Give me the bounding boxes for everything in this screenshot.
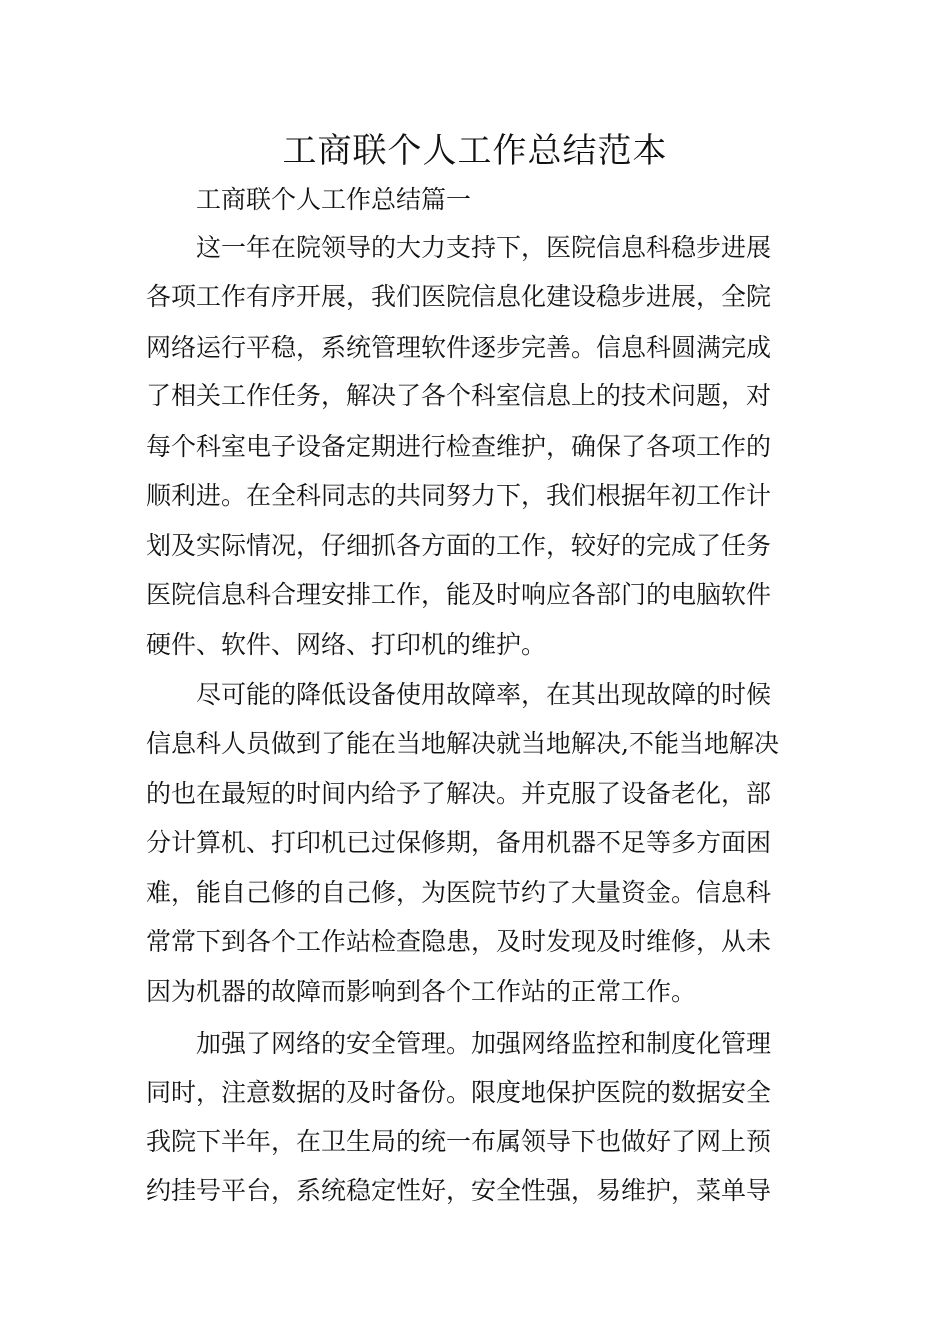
paragraph-line: 每个科室电子设备定期进行检查维护，确保了各项工作的 (146, 432, 772, 461)
paragraph-line: 硬件、软件、网络、打印机的维护。 (146, 630, 547, 659)
paragraph-line: 常常下到各个工作站检查隐患，及时发现及时维修，从未 (146, 927, 772, 956)
paragraph-line: 约挂号平台，系统稳定性好，安全性强，易维护，菜单导 (146, 1176, 772, 1205)
paragraph-line: 我院下半年，在卫生局的统一布属领导下也做好了网上预 (146, 1127, 772, 1156)
paragraph-line: 的也在最短的时间内给予了解决。并克服了设备老化，部 (146, 779, 772, 808)
section-heading: 工商联个人工作总结篇一 (196, 185, 472, 214)
paragraph-line: 划及实际情况，仔细抓各方面的工作，较好的完成了任务 (146, 531, 772, 560)
paragraph-line: 加强了网络的安全管理。加强网络监控和制度化管理 (196, 1029, 772, 1058)
paragraph-line: 因为机器的故障而影响到各个工作站的正常工作。 (146, 977, 697, 1006)
paragraph-line: 网络运行平稳，系统管理软件逐步完善。信息科圆满完成 (146, 333, 772, 362)
paragraph-line: 顺利进。在全科同志的共同努力下，我们根据年初工作计 (146, 481, 772, 510)
paragraph-line: 各项工作有序开展，我们医院信息化建设稳步进展，全院 (146, 282, 772, 311)
paragraph-line: 同时，注意数据的及时备份。限度地保护医院的数据安全 (146, 1078, 772, 1107)
paragraph-line: 分计算机、打印机已过保修期，备用机器不足等多方面困 (146, 828, 772, 857)
paragraph-line: 了相关工作任务，解决了各个科室信息上的技术问题，对 (146, 381, 772, 410)
document-title: 工商联个人工作总结范本 (282, 131, 668, 171)
paragraph-line: 这一年在院领导的大力支持下，医院信息科稳步进展 (196, 233, 772, 262)
paragraph-line: 医院信息科合理安排工作，能及时响应各部门的电脑软件 (146, 580, 772, 609)
paragraph-line: 信息科人员做到了能在当地解决就当地解决,不能当地解决 (146, 729, 779, 758)
paragraph-line: 难，能自己修的自己修，为医院节约了大量资金。信息科 (146, 878, 772, 907)
paragraph-line: 尽可能的降低设备使用故障率，在其出现故障的时候 (196, 680, 772, 709)
